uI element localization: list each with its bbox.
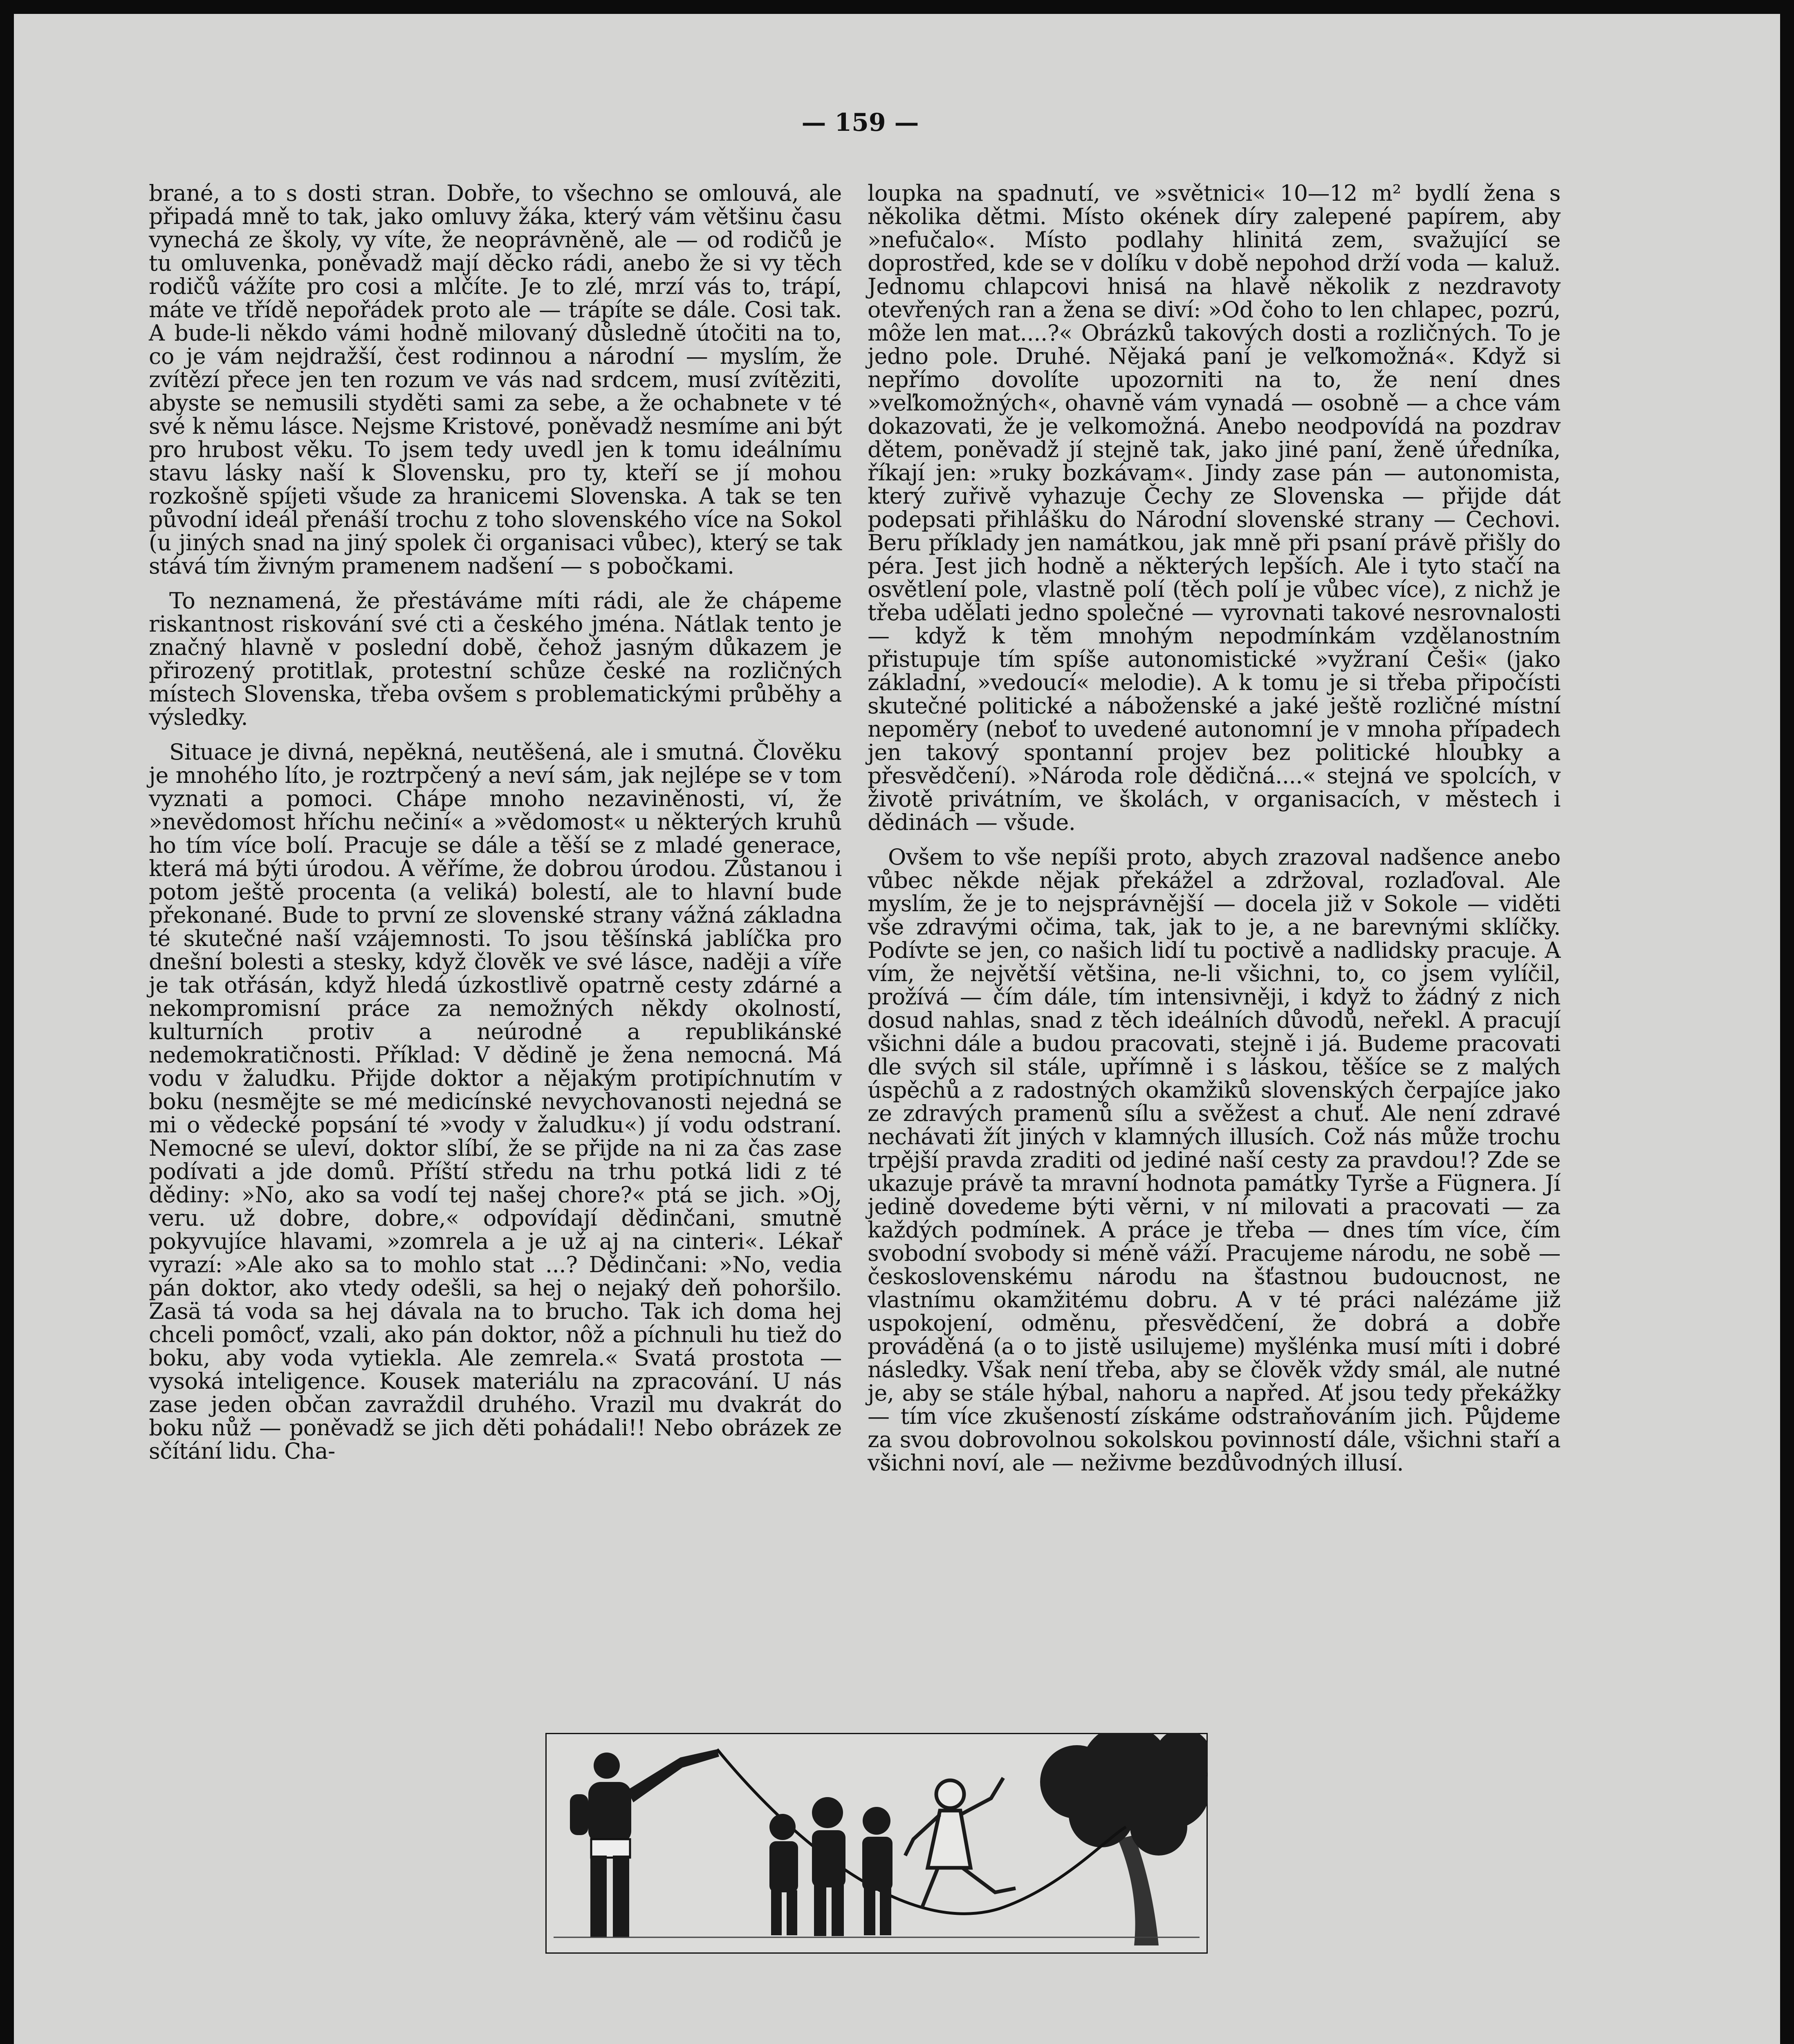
right-text-column bbox=[868, 182, 1561, 1486]
left-text-column bbox=[149, 182, 842, 1474]
jump-rope-illustration bbox=[545, 1733, 1208, 1954]
paragraph: To neznamená, že přestáváme míti rádi, ale že chápeme riskantnost riskování své cti a českého jména. Nátlak tento je značný hlavně v poslední době, čehož jasným důkazem je přirozený protitlak, protestní schůze české na rozličných místech Slovenska, třeba ovšem s problematickými průběhy a výsledky. bbox=[149, 588, 842, 730]
paragraph: loupka na spadnutí, ve »světnici« 10—12 m² bydlí žena s několika dětmi. Místo okének díry zalepené papírem, aby »nefučalo«. Místo podlahy hlinitá zem, svažující se doprostřed, kde se v dolíku v době nepohod drží voda — kaluž. Jednomu chlapcovi hnisá na hlavě několik z nezdravoty otevřených ran a žena se diví: »Od čoho to len chlapec, pozrú, môže len mat....?« Obrázků takových dosti a rozličných. To je jedno pole. Druhé. Nějaká paní je veľkomožná«. Když si nepřímo dovolíte upozorniti na to, že není dnes »veľkomožných«, ohavně vám vynadá — osobně — a chce vám dokazovati, že je velkomožná. Anebo neodpovídá na pozdrav dětem, poněvadž jí stejně tak, jako jiné paní, ženě úředníka, říkají jen: »ruky bozkávam«. Jindy zase pán — autonomista, který zuřivě vyhazuje Čechy ze Slovenska — přijde dát podepsati přihlášku do Národní slovenské strany — Čechovi. Beru příklady jen namátkou, jak mně při psaní právě přišly do péra. Jest jich hodně a některých lepších. Ale i tyto stačí na osvětlení pole, vlastně polí (těch polí je vůbec více), z nichž je třeba udělati jedno společné — vyrovnati takové nesrovnalosti — když k těm mnohým nepodmínkám vzdělanostním přistupuje tím spíše autonomistické »vyžraní Češi« (jako základní, »vedoucí« melodie). A k tomu je si třeba připočísti skutečné politické a náboženské a jaké ještě rozličné místní nepoměry (neboť to uvedené autonomní je v mnoha případech jen takový spontanní projev bez politické hloubky a přesvědčení). »Národa role dědičná....« stejná ve spolcích, v životě privátním, ve školách, v organisacích, v městech i dědinách — všude. bbox=[868, 180, 1561, 835]
paragraph: brané, a to s dosti stran. Dobře, to všechno se omlouvá, ale připadá mně to tak, jako omluvy žáka, který vám většinu času vynechá ze školy, vy víte, že neoprávněně, ale — od rodičů je tu omluvenka, poněvadž mají děcko rádi, anebo že si vy těch rodičů vážíte pro cosi a mlčíte. Je to zlé, mrzí vás to, trápí, máte ve třídě nepořádek proto ale — trápíte se dále. Cosi tak. A bude-li někdo vámi hodně milovaný důsledně útočiti na to, co je vám nejdražší, čest rodinnou a národní — myslím, že zvítězí přece jen ten rozum ve vás nad srdcem, musí zvítěziti, abyste se nemusili styděti sami za sebe, a že ochabnete v té své k němu lásce. Nejsme Kristové, poněvadž nesmíme ani být pro hrubost věku. To jsem tedy uvedl jen k tomu ideálnímu stavu lásky naší k Slovensku, pro ty, kteří se jí mohou rozkošně spíjeti všude za hranicemi Slovenska. A tak se ten původní ideál přenáší trochu z toho slovenského více na Sokol (u jiných snad na jiný spolek či organisaci vůbec), který se tak stává tím živným pramenem nadšení — s pobočkami. bbox=[149, 180, 842, 579]
page-number: — 159 — bbox=[801, 108, 919, 137]
paragraph: Ovšem to vše nepíši proto, abych zrazoval nadšence anebo vůbec někde nějak překážel a zdržoval, rozlaďoval. Ale myslím, že je to nejsprávnější — docela již v Sokole — viděti vše zdravými očima, tak, jak to je, a ne barevnými sklíčky. Podívte se jen, co našich lidí tu poctivě a nadlidsky pracuje. A vím, že největší většina, ne-li všichni, to, co jsem vylíčil, prožívá — čím dále, tím intensivněji, i když to žádný z nich dosud nahlas, snad z těch ideálních důvodů, neřekl. A pracují všichni dále a budou pracovati, stejně i já. Budeme pracovati dle svých sil stále, upřímně i s láskou, těšíce se z malých úspěchů a z radostných okamžiků slovenských čerpajíce jako ze zdravých pramenů sílu a svěžest a chuť. Ale není zdravé nechávati žít jiných v klamných illusích. Což nás může trochu trpější pravda zraditi od jediné naší cesty za pravdou!? Zde se ukazuje právě ta mravní hodnota památky Tyrše a Fügnera. Jí jedině dovedeme býti věrni, v ní milovati a pracovati — za každých podmínek. A práce je třeba — dnes tím více, čím svobodní svobody si méně váží. Pracujeme národu, ne sobě — československému národu na šťastnou budoucnost, ne vlastnímu okamžitému dobru. A v té práci nalézáme již uspokojení, odměnu, přesvědčení, že dobrá a dobře prováděná (a o to jistě usilujeme) myšlénka musí míti i dobré následky. Však není třeba, aby se člověk vždy smál, ale nutné je, aby se stále hýbal, nahoru a napřed. Ať jsou tedy překážky — tím více zkušeností získáme odstraňováním jich. Půjdeme za svou dobrovolnou sokolskou povinností dále, všichni staří a všichni noví, ale — neživme bezdůvodných illusí. bbox=[868, 844, 1561, 1476]
paragraph: Situace je divná, nepěkná, neutěšená, ale i smutná. Člověku je mnohého líto, je roztrpčený a neví sám, jak nejlépe se v tom vyznati a pomoci. Chápe mnoho nezaviněnosti, ví, že »nevědomost hříchu nečiní« a »vědomost« u některých kruhů ho tím více bolí. Pracuje se dále a těší se z mladé generace, která má býti úrodou. A věříme, že dobrou úrodou. Zůstanou i potom ještě procenta (a veliká) bolestí, ale to hlavní bude překonané. Bude to první ze slovenské strany vážná základna té skutečné naší vzájemnosti. To jsou těšínská jablíčka pro dnešní bolesti a stesky, když člověk ve své lásce, naději a víře je tak otřásán, když hledá úzkostlivě opatrně cesty zdárné a nekompromisní práce za nemožných někdy okolností, kulturních protiv a neúrodné a republikánské nedemokratičnosti. Příklad: V dědině je žena nemocná. Má vodu v žaludku. Přijde doktor a nějakým protipíchnutím v boku (nesmějte se mé medicínské nevychovanosti nejedná se mi o vědecké popsání té »vody v žaludku«) jí vodu odstraní. Nemocné se uleví, doktor slíbí, že se přijde na ni za čas zase podívati a jde domů. Příští středu na trhu potká lidi z té dědiny: »No, ako sa vodí tej našej chore?« ptá se jich. »Oj, veru. už dobre, dobre,« odpovídají dědinčani, smutně pokyvujíce hlavami, »zomrela a je už aj na cinteri«. Lékař vyrazí: »Ale ako sa to mohlo stat ...? Dědinčani: »No, vedia pán doktor, ako vtedy odešli, sa hej o nejaký deň pohoršilo. Zasä tá voda sa hej dávala na to brucho. Tak ich doma hej chceli pomôcť, vzali, ako pán doktor, nôž a píchnuli hu tiež do boku, aby voda vytiekla. Ale zemrela.« Svatá prostota — vysoká inteligence. Kousek materiálu na zpracování. U nás zase jeden občan zavraždil druhého. Vrazil mu dvakrát do boku nůž — poněvadž se jich děti pohádali!! Nebo obrázek ze sčítání lidu. Cha- bbox=[149, 739, 842, 1464]
page-sheet bbox=[14, 14, 1780, 2044]
